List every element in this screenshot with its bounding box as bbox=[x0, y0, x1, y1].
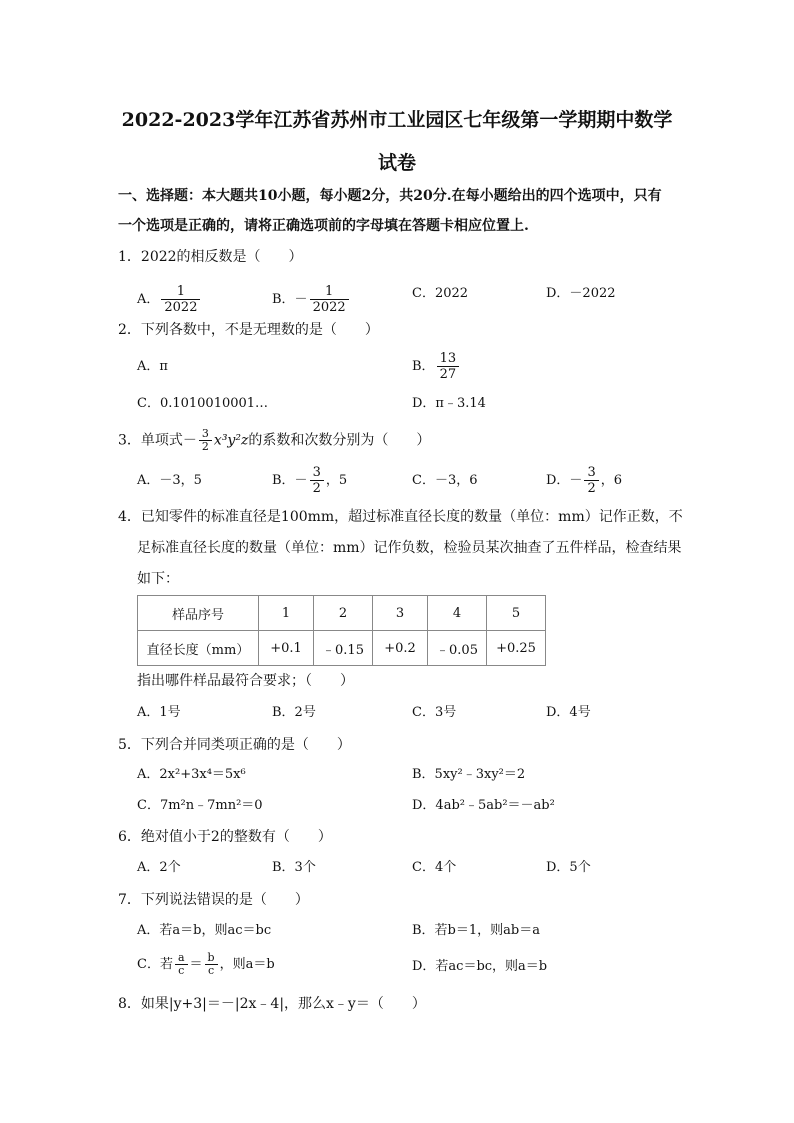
question-2-option-c: C．0.1010010001… bbox=[137, 396, 269, 411]
table-cell: +0.2 bbox=[373, 631, 428, 666]
question-6-option-d: D．5个 bbox=[546, 860, 591, 875]
question-2-option-b bbox=[412, 351, 461, 382]
question-3-option-b bbox=[272, 465, 347, 496]
equals-sign: ＝ bbox=[189, 957, 203, 972]
fraction-numerator: b bbox=[205, 952, 218, 965]
question-7-option-d: D．若ac＝bc，则a＝b bbox=[412, 959, 548, 974]
fraction bbox=[584, 465, 598, 496]
question-4-option-a: A．1号 bbox=[137, 705, 181, 720]
question-1-option-c: C．2022 bbox=[412, 286, 469, 301]
sample-table bbox=[137, 595, 546, 666]
fraction-numerator: 1 bbox=[310, 284, 349, 300]
fraction bbox=[310, 284, 349, 315]
fraction-denominator: c bbox=[178, 964, 185, 977]
option-label: B．－ bbox=[272, 473, 308, 488]
table-header-cell: 3 bbox=[373, 596, 428, 631]
table-header-cell: 5 bbox=[487, 596, 546, 631]
fraction-numerator: 3 bbox=[199, 428, 212, 441]
table-row bbox=[138, 596, 546, 631]
question-3-option-d bbox=[546, 465, 622, 496]
monomial-expression: x³y²z bbox=[213, 432, 249, 449]
fraction-denominator: 2022 bbox=[164, 300, 198, 315]
table-cell: ﹣0.15 bbox=[314, 631, 373, 666]
question-4-option-b: B．2号 bbox=[272, 705, 316, 720]
option-suffix: ，5 bbox=[325, 473, 348, 488]
option-label: B．－ bbox=[272, 292, 308, 307]
stem-suffix: 的系数和次数分别为（ ） bbox=[248, 432, 431, 449]
option-suffix: ，6 bbox=[600, 473, 622, 488]
fraction-denominator: 2 bbox=[587, 481, 596, 496]
fraction-numerator: 13 bbox=[437, 351, 460, 367]
question-5-option-b: B．5xy²﹣3xy²＝2 bbox=[412, 767, 526, 782]
fraction-numerator: a bbox=[175, 952, 188, 965]
option-label: C．若 bbox=[137, 957, 173, 972]
question-1-option-a bbox=[137, 284, 202, 315]
fraction-denominator: 2 bbox=[201, 440, 209, 453]
question-1-option-b bbox=[272, 284, 351, 315]
option-label: A． bbox=[137, 292, 160, 307]
question-7-option-a: A．若a＝b，则ac＝bc bbox=[137, 923, 272, 938]
fraction-numerator: 3 bbox=[584, 465, 598, 481]
fraction bbox=[310, 465, 324, 496]
table-header-cell: 4 bbox=[428, 596, 487, 631]
exam-title-line1: 2022-2023学年江苏省苏州市工业园区七年级第一学期期中数学 bbox=[121, 109, 673, 131]
fraction bbox=[175, 952, 188, 977]
question-5-stem: 5．下列合并同类项正确的是（ ） bbox=[118, 737, 351, 753]
question-5-option-c: C．7m²n﹣7mn²＝0 bbox=[137, 798, 263, 813]
question-4-option-c: C．3号 bbox=[412, 705, 457, 720]
fraction bbox=[161, 284, 200, 315]
question-3-option-c: C．－3，6 bbox=[412, 473, 478, 488]
question-2-stem: 2．下列各数中，不是无理数的是（ ） bbox=[118, 322, 379, 338]
question-4-line3: 如下： bbox=[137, 571, 179, 587]
question-3-option-a: A．－3，5 bbox=[137, 473, 202, 488]
question-4-ask: 指出哪件样品最符合要求；（ ） bbox=[137, 673, 354, 689]
table-header-cell: 1 bbox=[259, 596, 314, 631]
fraction-denominator: 2022 bbox=[312, 300, 346, 315]
fraction bbox=[205, 952, 218, 977]
table-cell: ﹣0.05 bbox=[428, 631, 487, 666]
fraction-denominator: 27 bbox=[439, 367, 457, 382]
question-3-stem bbox=[118, 428, 430, 453]
table-cell: +0.1 bbox=[259, 631, 314, 666]
question-7-option-c bbox=[137, 952, 275, 977]
question-2-option-a: A．π bbox=[137, 359, 168, 374]
exam-title-line2: 试卷 bbox=[377, 152, 416, 174]
section-heading-line2: 一个选项是正确的，请将正确选项前的字母填在答题卡相应位置上. bbox=[118, 218, 529, 234]
question-6-option-b: B．3个 bbox=[272, 860, 316, 875]
section-heading-line1: 一、选择题：本大题共10小题，每小题2分，共20分.在每小题给出的四个选项中，只有 bbox=[118, 188, 662, 204]
question-6-stem: 6．绝对值小于2的整数有（ ） bbox=[118, 829, 332, 845]
question-5-option-a: A．2x²+3x⁴＝5x⁶ bbox=[137, 767, 246, 782]
table-cell: 直径长度（mm） bbox=[138, 631, 259, 666]
question-8-stem: 8．如果|y+3|＝－|2x﹣4|，那么x﹣y＝（ ） bbox=[118, 996, 426, 1012]
question-2-option-d: D．π﹣3.14 bbox=[412, 396, 486, 411]
fraction bbox=[199, 428, 212, 453]
option-suffix: ，则a＝b bbox=[219, 957, 275, 972]
table-row bbox=[138, 631, 546, 666]
fraction-numerator: 1 bbox=[161, 284, 200, 300]
fraction bbox=[437, 351, 460, 382]
option-label: B． bbox=[412, 359, 435, 374]
table-header-cell: 样品序号 bbox=[138, 596, 259, 631]
question-4-line2: 足标准直径长度的数量（单位：mm）记作负数，检验员某次抽查了五件样品，检查结果 bbox=[137, 540, 682, 556]
question-7-option-b: B．若b＝1，则ab＝a bbox=[412, 923, 540, 938]
fraction-denominator: c bbox=[207, 964, 215, 977]
question-5-option-d: D．4ab²﹣5ab²＝－ab² bbox=[412, 798, 555, 813]
question-1-stem: 1．2022的相反数是（ ） bbox=[118, 249, 303, 265]
stem-prefix: 3．单项式－ bbox=[118, 432, 197, 449]
question-1-option-d: D．－2022 bbox=[546, 286, 616, 301]
question-6-option-a: A．2个 bbox=[137, 860, 181, 875]
option-label: D．－ bbox=[546, 473, 583, 488]
question-4-option-d: D．4号 bbox=[546, 705, 591, 720]
question-7-stem: 7．下列说法错误的是（ ） bbox=[118, 892, 309, 908]
question-6-option-c: C．4个 bbox=[412, 860, 457, 875]
fraction-denominator: 2 bbox=[312, 481, 321, 496]
question-4-line1: 4．已知零件的标准直径是100mm，超过标准直径长度的数量（单位：mm）记作正数，不 bbox=[118, 509, 683, 525]
table-cell: +0.25 bbox=[487, 631, 546, 666]
table-header-cell: 2 bbox=[314, 596, 373, 631]
fraction-numerator: 3 bbox=[310, 465, 324, 481]
